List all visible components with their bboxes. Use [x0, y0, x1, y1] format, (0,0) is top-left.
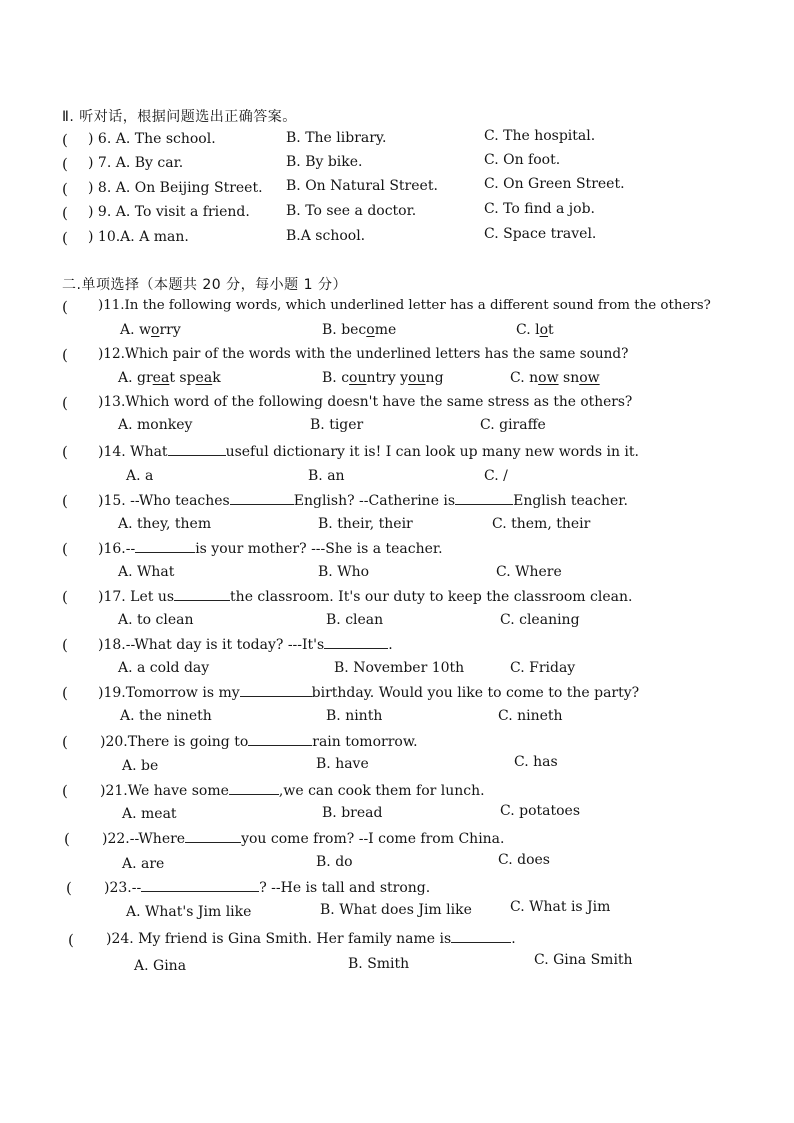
question-stem: )12.Which pair of the words with the underlined letters has the same sound?	[98, 346, 629, 362]
option-b: B. bread	[322, 805, 383, 821]
answer-slot[interactable]	[74, 831, 92, 847]
option-c: C. Space travel.	[484, 226, 597, 242]
fill-blank[interactable]	[174, 588, 230, 601]
question-stem: ) 9. A. To visit a friend.	[88, 204, 250, 220]
fill-blank[interactable]	[141, 879, 259, 892]
answer-slot[interactable]	[72, 541, 90, 557]
answer-paren: (	[62, 131, 68, 149]
fill-blank[interactable]	[135, 540, 195, 553]
option-c: C. potatoes	[500, 803, 581, 819]
section-listening-heading: Ⅱ. 听对话，根据问题选出正确答案。	[62, 109, 297, 125]
question-stem: ) 6. A. The school.	[88, 131, 216, 147]
answer-paren: (	[62, 229, 68, 247]
answer-paren: (	[62, 684, 68, 702]
option-b: B. country young	[322, 370, 444, 386]
option-a: A. monkey	[118, 417, 193, 433]
option-b: B. By bike.	[286, 154, 363, 170]
option-c: C. has	[514, 754, 558, 770]
answer-paren: (	[62, 782, 68, 800]
question-stem: ) 7. A. By car.	[88, 155, 184, 171]
answer-slot[interactable]	[72, 637, 90, 653]
answer-slot[interactable]	[72, 347, 90, 363]
option-b: B. November 10th	[334, 660, 465, 676]
option-c: C. Friday	[510, 660, 576, 676]
option-a: A. they, them	[118, 516, 212, 532]
question-stem: )16.-- is your mother? ---She is a teacher.	[98, 541, 443, 557]
option-a: A. great speak	[118, 370, 221, 386]
answer-paren: (	[62, 298, 68, 316]
fill-blank[interactable]	[240, 684, 312, 697]
option-a: A. What's Jim like	[126, 904, 252, 920]
option-c: C. The hospital.	[484, 128, 596, 144]
answer-paren: (	[66, 879, 72, 897]
fill-blank[interactable]	[230, 492, 294, 505]
answer-slot[interactable]	[76, 880, 94, 896]
option-c: C. lot	[516, 322, 554, 338]
answer-paren: (	[62, 492, 68, 510]
option-c: C. On Green Street.	[484, 176, 625, 192]
answer-paren: (	[62, 346, 68, 364]
question-stem: ) 8. A. On Beijing Street.	[88, 180, 263, 196]
question-stem: )13.Which word of the following doesn't have the same stress as the others?	[98, 394, 633, 410]
option-a: A. the nineth	[120, 708, 212, 724]
option-a: A. be	[122, 758, 159, 774]
question-stem: )18.--What day is it today? ---It's .	[98, 637, 393, 653]
option-a: A. meat	[122, 806, 177, 822]
option-b: B. On Natural Street.	[286, 178, 438, 194]
question-stem: ) 10.A. A man.	[88, 229, 189, 245]
option-c: C. giraffe	[480, 417, 546, 433]
answer-paren: (	[62, 180, 68, 198]
option-b: B. Who	[318, 564, 370, 580]
option-b: B. tiger	[310, 417, 364, 433]
option-b: B. The library.	[286, 130, 387, 146]
section-multiple-choice-heading: 二.单项选择（本题共 20 分，每小题 1 分）	[62, 277, 347, 293]
option-c: C. nineth	[498, 708, 563, 724]
option-c: C. cleaning	[500, 612, 580, 628]
question-stem: )21.We have some ,we can cook them for lunch.	[100, 783, 485, 799]
option-c: C. them, their	[492, 516, 591, 532]
answer-slot[interactable]	[72, 395, 90, 411]
question-stem: )20.There is going to rain tomorrow.	[100, 734, 418, 750]
answer-paren: (	[62, 155, 68, 173]
option-a: A. Gina	[134, 958, 187, 974]
answer-slot[interactable]	[78, 932, 96, 948]
fill-blank[interactable]	[451, 930, 511, 943]
option-b: B. ninth	[326, 708, 383, 724]
option-b: B. an	[308, 468, 345, 484]
option-b: B.A school.	[286, 228, 366, 244]
fill-blank[interactable]	[455, 492, 513, 505]
option-a: A. to clean	[118, 612, 194, 628]
option-b: B. To see a doctor.	[286, 203, 417, 219]
option-c: C. Where	[496, 564, 562, 580]
option-c: C. /	[484, 468, 508, 484]
answer-paren: (	[64, 830, 70, 848]
question-stem: )15. --Who teaches English? --Catherine is English teacher.	[98, 493, 628, 509]
answer-paren: (	[68, 931, 74, 949]
answer-slot[interactable]	[72, 589, 90, 605]
answer-paren: (	[62, 540, 68, 558]
answer-slot[interactable]	[72, 444, 90, 460]
answer-slot[interactable]	[72, 783, 90, 799]
question-stem: )23.-- ? --He is tall and strong.	[104, 880, 431, 896]
option-c: C. does	[498, 852, 550, 868]
option-c: C. What is Jim	[510, 899, 611, 915]
question-stem: )24. My friend is Gina Smith. Her family name is .	[106, 931, 516, 947]
option-b: B. clean	[326, 612, 384, 628]
question-stem: )19.Tomorrow is my birthday. Would you like to come to the party?	[98, 685, 640, 701]
option-b: B. become	[322, 322, 397, 338]
option-a: A. worry	[120, 322, 181, 338]
answer-paren: (	[62, 588, 68, 606]
fill-blank[interactable]	[185, 830, 241, 843]
answer-slot[interactable]	[72, 685, 90, 701]
question-stem: )11.In the following words, which underlined letter has a different sound from the others?	[98, 298, 711, 313]
option-c: C. now snow	[510, 370, 600, 386]
option-b: B. do	[316, 854, 353, 870]
option-a: A. a cold day	[118, 660, 210, 676]
option-b: B. Smith	[348, 956, 410, 972]
fill-blank[interactable]	[324, 636, 388, 649]
option-a: A. What	[118, 564, 175, 580]
answer-slot[interactable]	[72, 299, 90, 315]
option-b: B. their, their	[318, 516, 413, 532]
option-a: A. are	[122, 856, 165, 872]
option-c: C. On foot.	[484, 152, 561, 168]
option-a: A. a	[126, 468, 154, 484]
fill-blank[interactable]	[229, 782, 279, 795]
question-stem: )22.--Where you come from? --I come from China.	[102, 831, 505, 847]
answer-paren: (	[62, 733, 68, 751]
option-c: C. To find a job.	[484, 201, 595, 217]
question-stem: )17. Let us the classroom. It's our duty to keep the classroom clean.	[98, 589, 633, 605]
answer-slot[interactable]	[72, 493, 90, 509]
option-c: C. Gina Smith	[534, 952, 633, 968]
answer-paren: (	[62, 443, 68, 461]
fill-blank[interactable]	[168, 443, 226, 456]
option-b: B. have	[316, 756, 369, 772]
answer-paren: (	[62, 636, 68, 654]
answer-paren: (	[62, 204, 68, 222]
question-stem: )14. What useful dictionary it is! I can look up many new words in it.	[98, 444, 639, 460]
answer-slot[interactable]	[72, 734, 90, 750]
option-b: B. What does Jim like	[320, 902, 472, 918]
answer-paren: (	[62, 394, 68, 412]
fill-blank[interactable]	[248, 733, 312, 746]
